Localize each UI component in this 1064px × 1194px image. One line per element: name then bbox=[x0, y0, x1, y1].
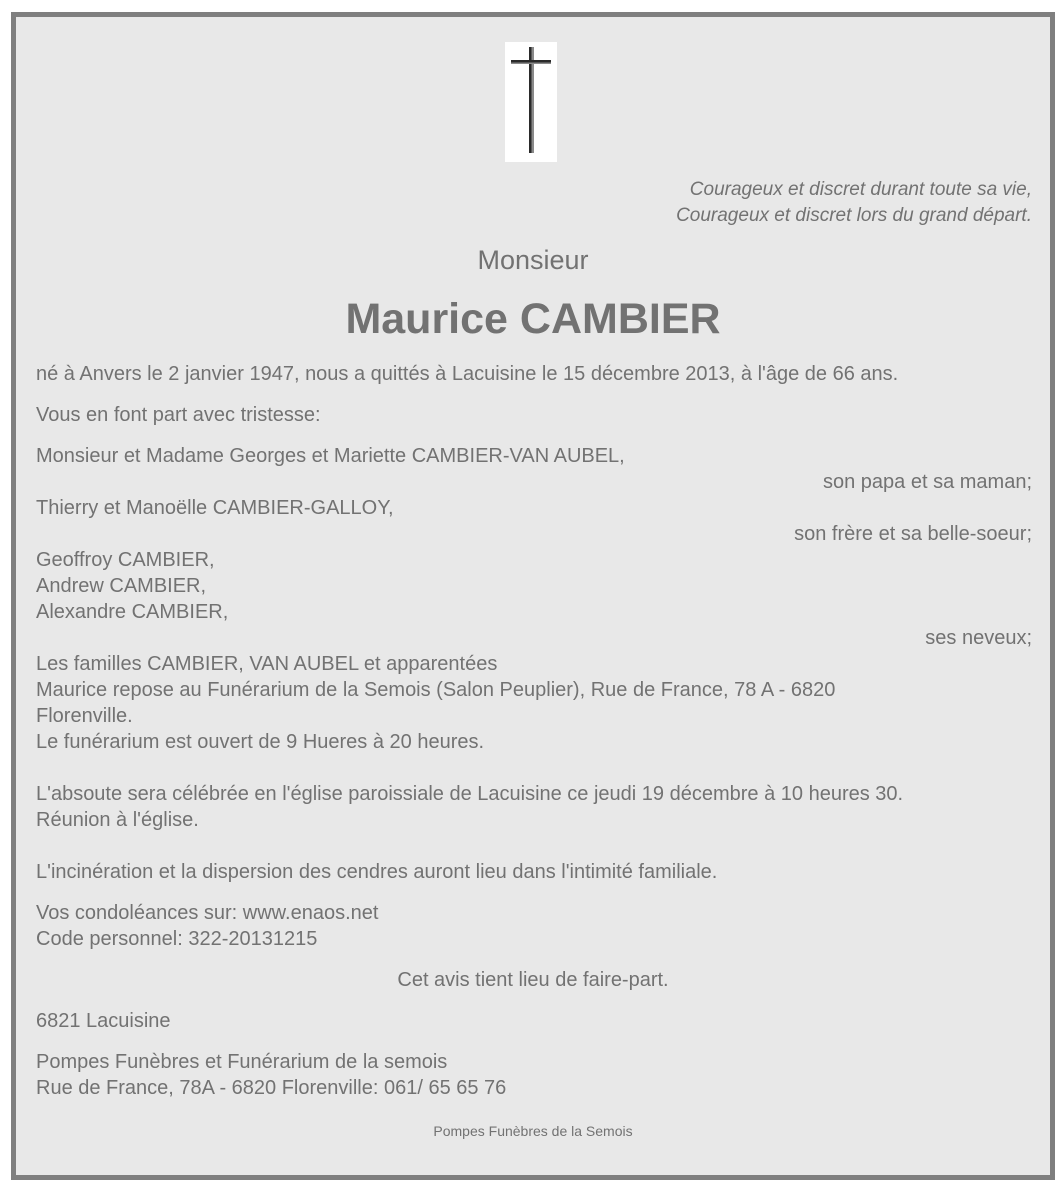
quote-line-1: Courageux et discret durant toute sa vie, bbox=[689, 179, 1032, 200]
address-text: 6821 Lacuisine bbox=[36, 1010, 171, 1032]
condolences-line-1: Vos condoléances sur: www.enaos.net bbox=[36, 902, 379, 924]
footer-text: Pompes Funèbres de la Semois bbox=[433, 1123, 633, 1139]
nephew-line: Geoffroy CAMBIER, bbox=[36, 549, 215, 571]
nephew-line: Alexandre CAMBIER, bbox=[36, 601, 229, 623]
nephews-relation: ses neveux; bbox=[925, 627, 1032, 649]
ceremony-line-2: Réunion à l'église. bbox=[36, 809, 199, 831]
funeral-home-address: Rue de France, 78A - 6820 Florenville: 061/ 65 65 76 bbox=[36, 1077, 507, 1099]
ceremony-line-1: L'absoute sera célébrée en l'église paroissiale de Lacuisine ce jeudi 19 décembre à 10 heures 30. bbox=[36, 783, 904, 805]
cremation-text: L'incinération et la dispersion des cendres auront lieu dans l'intimité familiale. bbox=[36, 861, 718, 883]
quote-line-2: Courageux et discret lors du grand départ. bbox=[676, 205, 1032, 226]
parents-relation: son papa et sa maman; bbox=[822, 471, 1032, 493]
announcement-text: Vous en font part avec tristesse: bbox=[36, 404, 321, 426]
nephew-line: Andrew CAMBIER, bbox=[36, 575, 207, 597]
notice-text: Cet avis tient lieu de faire-part. bbox=[397, 969, 669, 991]
rest-info-line-1: Maurice repose au Funérarium de la Semois (Salon Peuplier), Rue de France, 78 A - 6820 bbox=[36, 679, 836, 701]
opening-hours: Le funérarium est ouvert de 9 Hueres à 20 heures. bbox=[36, 731, 485, 753]
honorific-title: Monsieur bbox=[477, 245, 589, 275]
brother-line: Thierry et Manoëlle CAMBIER-GALLOY, bbox=[36, 497, 394, 519]
birth-death-line: né à Anvers le 2 janvier 1947, nous a quittés à Lacuisine le 15 décembre 2013, à l'âge de 66 ans. bbox=[36, 363, 899, 385]
funeral-home-name: Pompes Funèbres et Funérarium de la semois bbox=[36, 1051, 448, 1073]
deceased-name: Maurice CAMBIER bbox=[345, 295, 721, 343]
rest-info-line-2: Florenville. bbox=[36, 705, 133, 727]
families-line: Les familles CAMBIER, VAN AUBEL et apparentées bbox=[36, 653, 498, 675]
parents-line: Monsieur et Madame Georges et Mariette CAMBIER-VAN AUBEL, bbox=[36, 445, 625, 467]
cross-icon bbox=[505, 42, 557, 162]
condolences-code: Code personnel: 322-20131215 bbox=[36, 928, 318, 950]
cross-image bbox=[505, 42, 557, 162]
obituary-card bbox=[11, 12, 1055, 1180]
brother-relation: son frère et sa belle-soeur; bbox=[794, 523, 1032, 545]
